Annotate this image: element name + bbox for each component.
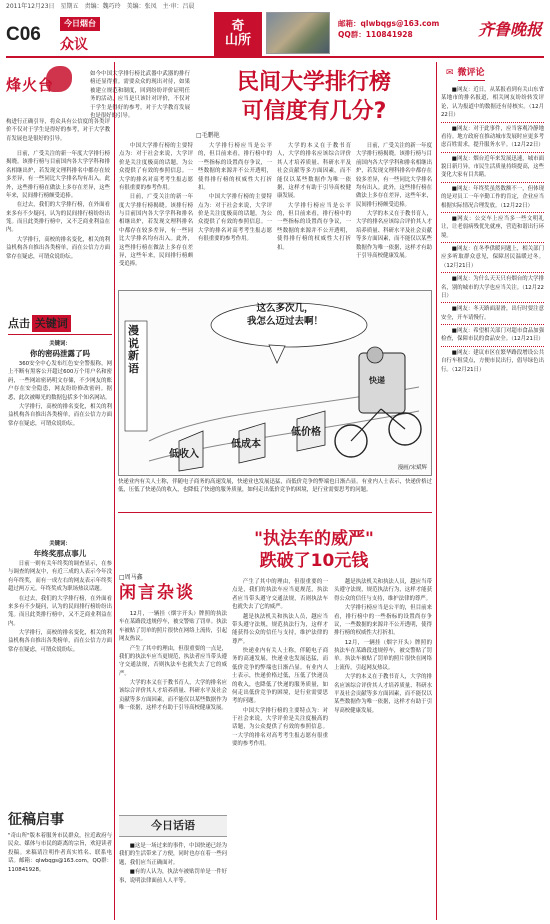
cartoon-speech-bubble: [247, 303, 323, 329]
masthead: [6, 12, 544, 58]
main-headline-line-1: 民间大学排行榜: [236, 70, 391, 95]
cartoon-illustration: [118, 290, 432, 476]
cartoon-caption: 快递业内有关人士称，伴随电子商务的高速发展，快递业也发展迅猛，而低价竞争的弊端也日渐凸显。有业内人士表示，快递价格过低，压低了快递员的收入，也降低了快递的服务质量，如何走出低价竞争的困境，是行业需要思考的问题。: [118, 479, 432, 494]
contact-info: [338, 18, 439, 41]
main-paragraph: 日前，广受关注的新一年度大学排行榜揭晓。该排行榜与目前国内各大学学科和排名相继出炉，若发现文理科排名中都存在较多差异，有一些同比大学排名均有出入。此外，这些排行榜在做法上多存在差异，这些年来，民间排行榜颇受追捧。: [6, 151, 110, 199]
bike-box-label: 快递: [369, 376, 385, 385]
main-paragraph: 大学排行榜应当是公平的，但目前来看，排行榜中的一些指标的设置尚存争议，一些数据的来源并不公开透明，使得排行榜的权威性大打折扣。: [277, 202, 351, 251]
email-label: 邮箱：: [338, 19, 361, 28]
main-col-4: [277, 142, 351, 286]
second-paragraph: 快递业内有关人士称，伴随电子商务的高速发展，快递业也发展迅猛，而低价竞争的弊端也日渐凸显。有业内人士表示，快递价格过低，压低了快递员的收入，也降低了快递的服务质量，如何走出低价竞争的困境，是行业需要思考的问题。: [232, 648, 328, 705]
main-paragraph: 在过去，我们的大学排行榜，在外面看来多有不少疑问，认为的民间排行榜纷纷出笼。而且此类排行榜中，又不乏商业利益在内。: [6, 202, 110, 234]
keyword-2-text: 日前一则有关年终奖的调查显示，在参与调查的网友中，有近三成的人表示今年没有年终奖，而有一成左右的网友表示年终奖超过两万元。年终奖成为职场热议话题。: [8, 561, 112, 593]
issue-weekday: 星期五: [60, 3, 79, 11]
comment-divider: [441, 272, 544, 273]
qq-number: 110841928: [365, 30, 413, 40]
keyword-1-text: 360安全中心发布红色安全警报称，网上不断有黑客公开超过600万个用户名和密码，一些网站密码明文存储，不少网友的账户存在安全隐患，网友纷纷修改密码。据悉，此次被曝光的数据包括多个知名网站。: [8, 361, 112, 401]
second-byline: □周马鑫: [119, 574, 143, 581]
comment-divider: [441, 346, 544, 347]
bubble-line-1: 这么多次几，: [256, 303, 314, 314]
logo-line-1: 奇: [231, 18, 245, 34]
micro-comment-item: ■网友：公交车上应当多一些文明礼让，让老弱病残优先就座，营造和谐出行环境。: [441, 215, 544, 239]
zawen-column: [119, 610, 227, 810]
main-col-1: [6, 150, 110, 310]
main-paragraph: 日前，广受关注的新一年度大学排行榜揭晓。该排行榜与目前国内各大学学科和排名相继出炉，若发现文理科排名中都存在较多差异，有一些同比大学排名均有出入。此外，这些排行榜在做法上多存在差异，这些年来，民间排行榜颇受追捧。: [356, 143, 432, 208]
micro-comment-item: ■网友：冬天路面湿滑，出行时要注意安全，开车请慢行。: [441, 306, 544, 321]
column-logo: [214, 12, 262, 56]
main-col-3: [198, 142, 272, 286]
today-quotes-label: [119, 815, 227, 837]
micro-comment-label: 微评论: [458, 67, 485, 82]
speech-bubble-icon: ✉: [446, 68, 454, 79]
cartoon-side-label: 漫说新语: [128, 324, 139, 375]
zawen-label-block: [119, 580, 227, 606]
second-paragraph: 越是执法机关和执法人员，越应当带头遵守法规，规范执法行为，这样才能获得公众的信任与支持，维护法律的尊严。: [334, 579, 432, 602]
comment-divider: [441, 324, 544, 325]
micro-comment-header: [446, 66, 544, 82]
today-item: ■有的人认为，执法车被贴罚单是一件好事，说明法律面前人人平等。: [119, 869, 227, 884]
call-for-papers-text: "奇山所"版本着服务市民群众，拉近政府与民众、媒体与市民的距离的宗旨，欢迎读者投稿。来稿请注明作者真实姓名、联系电话。邮箱：qlwbqgs@163.com，QQ群：110841928。: [8, 833, 112, 873]
issue-editor: 责编：魏巧玲: [84, 3, 121, 11]
main-byline: □毛鹏艳: [196, 132, 220, 139]
barrier-label-1: 低收入: [169, 449, 199, 460]
column-rule-left: [114, 62, 115, 920]
zawen-label: 闲言杂谈: [119, 583, 195, 603]
micro-comment-item: ■网友：烟台近年来发展迅速，城市面貌日新月异，市民生活质量持续提高，这些变化大家有目共睹。: [441, 155, 544, 179]
main-paragraph: 大学的本义在于教书育人，大学的排名应该综合评价其人才培养质量、科研水平及社会贡献等多方面因素，而不能仅以某些数据作为唯一依据，这样才有助于引导高校健康发展。: [356, 211, 432, 259]
main-paragraph: 中国大学排行榜的主要特点为：对于社会来说，大学评价是关注度极高的话题，为公众提供了有效的参照信息。一大学的排名对高考考生报志愿有很重要的参考作用。: [198, 194, 272, 243]
issue-info-line: [6, 2, 544, 12]
section-tag: 今日烟台: [60, 17, 100, 31]
comment-divider: [441, 242, 544, 243]
dianji-label: 点击: [8, 317, 30, 330]
email-address[interactable]: qlwbqgs@163.com: [360, 19, 440, 28]
newspaper-brand: 齐鲁晚报: [477, 20, 542, 39]
main-paragraph: 大学排行榜应当是公平的，但目前来看，排行榜中的一些指标的设置尚存争议，一些数据的来源并不公开透明，使得排行榜的权威性大打折扣。: [198, 143, 272, 191]
micro-comment-item: ■网友：希望相关部门对超市食品加强检查，保障市民的食品安全。（12月21日）: [441, 328, 544, 343]
call-for-papers-title: 征稿启事: [8, 812, 64, 828]
today-item: ■这是一场过来的事件，中国快递已经为我们的生活带来了方便，同时也存在着一些问题，我们应当正确面对。: [119, 843, 227, 866]
fenghuo-label: 烽火台: [6, 76, 55, 94]
zawen-paragraph: 12月，一辆挂（烟字开头）牌照的执法车在某路段违规停车，被交警贴了罚单。执法车被贴了罚单的照片很快在网络上流传，引起网友热议。: [119, 611, 227, 643]
main-paragraph: 日前，广受关注的新一年度大学排行榜揭晓。该排行榜与目前国内各大学学科和排名相继出炉，若发现文理科排名中都存在较多差异，有一些同比大学排名均有出入。此外，这些排行榜在做法上多存在差异，这些年来，民间排行榜颇受追捧。: [119, 194, 193, 268]
micro-comment-item: ■网友：对于此事件，应当客观冷静地看待。地方政府在推动城市发展时应更多考虑百姓需求，提升服务水平。（12月22日）: [441, 125, 544, 149]
column-rule-right: [436, 62, 437, 920]
issue-date: 2011年12月23日: [6, 3, 55, 11]
comment-divider: [441, 122, 544, 123]
main-paragraph: 中国大学排行榜的主要特点为：对于社会来说，大学评价是关注度极高的话题，为公众提供了有效的参照信息。一大学的排名对高考考生报志愿有很重要的参考作用。: [119, 143, 193, 191]
second-headline: [196, 528, 432, 572]
bubble-line-2: 我怎么迈过去啊！: [247, 315, 324, 327]
second-col-3: [334, 578, 432, 916]
intro-text: 如今中国大学排行榜比武器中武器的排行榜还显得重。需要众众的现出对待，如果被建立规范和制度，回到纷纷评价证明任务的活动，应当是只该针对评价，不仅对于学生是得好的参考，对于大学教育发展也是很好的引导。: [90, 71, 190, 119]
fenghuo-label-block: [6, 64, 86, 110]
comment-divider: [441, 212, 544, 213]
masthead-photo: [266, 12, 330, 54]
comment-divider: [441, 182, 544, 183]
today-label: 今日话语: [151, 819, 195, 833]
zawen-paragraph: 产生了其中的理由，但很重要的一点是，我们的执法车应当更规范，执法者应当带头遵守交通法规，否则执法车也就失去了它的威严。: [119, 645, 227, 677]
keyword-block-1: [8, 340, 112, 429]
logo-line-2: 山所: [224, 33, 251, 48]
zawen-paragraph: 大学的本义在于教书育人，大学的排名应该综合评价其人才培养质量、科研水平及社会贡献等多方面因素，而不能仅以某些数据作为唯一依据，这样才有助于引导高校健康发展。: [119, 680, 227, 712]
keyword-label-badge: 关键词: [32, 315, 71, 332]
keyword-2-extra: 大学排行，高校的排名变化，相关的利益机构各自推出各类榜单，而在公信力方面常存在疑虑，可谓众说纷纭。: [8, 630, 112, 653]
main-paragraph: 大学排行，高校的排名变化，相关的利益机构各自推出各类榜单，而在公信力方面常存在疑虑，可谓众说纷纭。: [6, 236, 110, 260]
main-paragraph: 大学的本义在于教书育人，大学的排名应该综合评价其人才培养质量、科研水平及社会贡献等多方面因素，而不能仅以某些数据作为唯一依据，这样才有助于引导高校健康发展。: [277, 143, 351, 200]
second-paragraph: 大学排行榜应当是公平的，但目前来看，排行榜中的一些指标的设置尚存争议，一些数据的来源并不公开透明，使得排行榜的权威性大打折扣。: [334, 605, 432, 637]
issue-designer: 美编：张凤: [126, 3, 157, 11]
today-quotes: [119, 842, 227, 918]
second-paragraph: 12月，一辆挂（烟字开头）牌照的执法车在某路段违规停车，被交警贴了罚单。执法车被贴了罚单的照片很快在网络上流传，引起网友热议。: [334, 639, 432, 671]
cartoon-credit: 漫画/宋斌辉: [397, 465, 427, 472]
barrier-label-3: 低价格: [291, 427, 321, 438]
section-name: 众议: [60, 37, 88, 53]
keyword-2-extra: 在过去，我们的大学排行榜，在外面看来多有不少疑问，认为的民间排行榜纷纷出笼。而且此类排行榜中，又不乏商业利益在内。: [8, 595, 112, 627]
micro-comment-item: ■网友：近日，从某报看到有关山东省某地市的排名报道，相关网友纷纷转发评论，认为报道中的数据还有待核实。（12月22日）: [441, 87, 544, 119]
micro-comment-column: [441, 86, 544, 918]
second-paragraph: 大学的本义在于教书育人，大学的排名应该综合评价其人才培养质量、科研水平及社会贡献等多方面因素，而不能仅以某些数据作为唯一依据，这样才有助于引导高校健康发展。: [334, 674, 432, 714]
keyword-1-title: 关键词：: [49, 341, 71, 347]
issue-proof: 主·审：吕晨: [162, 3, 195, 11]
main-col-5: [356, 142, 432, 286]
micro-comment-item: ■网友：年终奖虽然数额不一，但体现的是对员工一年辛勤工作的肯定，企业应当根据实际情况合理发放。（12月22日）: [441, 185, 544, 209]
barrier-label-2: 低成本: [231, 439, 261, 450]
second-headline-line-2: 跌破了10元钱: [259, 551, 369, 572]
lead-paragraph: 构进行正确引导，将众具有公信度的各类评价不仅对于学生是得好的参考，对于大学教育发展也是很好的引导。: [6, 119, 110, 142]
main-headline: [198, 68, 430, 126]
main-headline-line-2: 可信度有几分?: [241, 99, 387, 125]
micro-comment-item: ■网友：在冬季供暖问题上，相关部门应多听取群众意见，保障居民温暖过冬。（12月21日）: [441, 246, 544, 269]
micro-comment-item: ■网友：为什么天天只有烟台的大学排名，别的城市的大学也应当关注。（12月22日）: [441, 276, 544, 299]
main-col-2: [119, 142, 193, 286]
keyword-2-headline: 年终奖那点事儿: [33, 549, 87, 559]
second-paragraph: 越是执法机关和执法人员，越应当带头遵守法规，规范执法行为，这样才能获得公众的信任与支持，维护法律的尊严。: [232, 613, 328, 645]
keyword-block-2: [8, 540, 112, 800]
second-col-2: [232, 578, 328, 916]
comment-divider: [441, 152, 544, 153]
second-headline-line-1: "执法车的威严": [254, 529, 374, 549]
section-divider: [118, 512, 432, 513]
micro-comment-item: ■网友：建议市区在繁华路段增设公共自行车租赁点，方便市民出行，倡导绿色出行。（12月21日）: [441, 349, 544, 373]
qq-label: QQ群：: [338, 30, 366, 40]
comment-divider: [441, 302, 544, 303]
delivery-rider-illustration: [335, 347, 421, 457]
keyword-1-extra: 大学排行，高校的排名变化，相关的利益机构各自推出各类榜单，而在公信力方面常存在疑虑，可谓众说纷纭。: [8, 403, 112, 427]
page-number: C06: [6, 24, 41, 45]
keyword-1-headline: 你的密码泄露了吗: [30, 349, 90, 359]
second-paragraph: 产生了其中的理由，但很重要的一点是，我们的执法车应当更规范，执法者应当带头遵守交通法规，否则执法车也就失去了它的威严。: [232, 579, 328, 611]
second-paragraph: 中国大学排行榜的主要特点为：对于社会来说，大学评价是关注度极高的话题，为公众提供了有效的参照信息。一大学的排名对高考考生报志愿有很重要的参考作用。: [232, 707, 328, 748]
keyword-2-title: 关键词：: [49, 541, 71, 547]
keyword-section-header: [8, 315, 112, 335]
